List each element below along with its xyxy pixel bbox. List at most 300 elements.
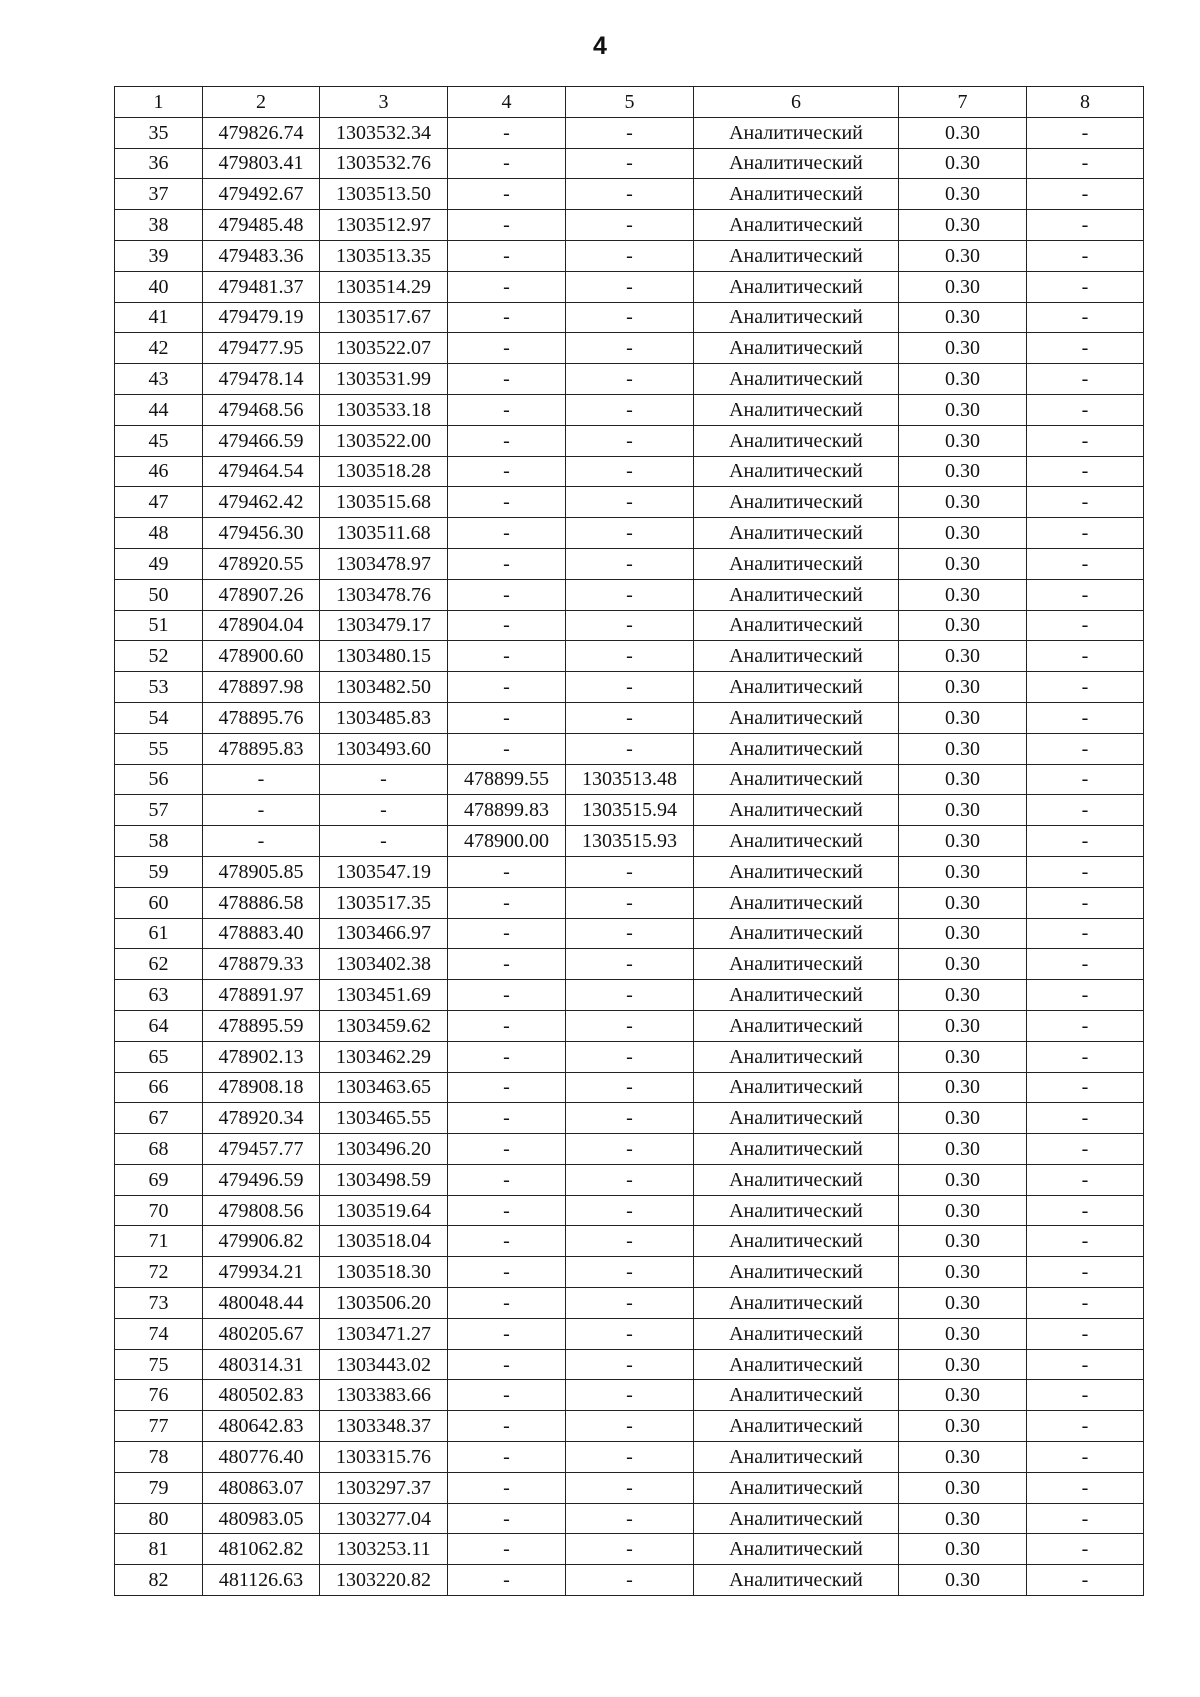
point-number-cell: 53 <box>115 672 203 703</box>
note-cell: - <box>1027 856 1144 887</box>
table-row <box>115 1442 1144 1473</box>
note-cell: - <box>1027 1318 1144 1349</box>
y-coordinate-cell: 1303515.68 <box>320 487 448 518</box>
x-coordinate-cell: 479481.37 <box>203 271 320 302</box>
page-number: 4 <box>593 32 607 60</box>
y-coordinate-alt-cell: - <box>566 1503 694 1534</box>
note-cell: - <box>1027 210 1144 241</box>
y-coordinate-cell: 1303462.29 <box>320 1041 448 1072</box>
column-header: 1 <box>115 87 203 118</box>
note-cell: - <box>1027 1134 1144 1165</box>
note-cell: - <box>1027 1072 1144 1103</box>
x-coordinate-cell: 478891.97 <box>203 980 320 1011</box>
note-cell: - <box>1027 1380 1144 1411</box>
point-number-cell: 63 <box>115 980 203 1011</box>
x-coordinate-cell: 479803.41 <box>203 148 320 179</box>
note-cell: - <box>1027 1010 1144 1041</box>
note-cell: - <box>1027 610 1144 641</box>
y-coordinate-cell: 1303463.65 <box>320 1072 448 1103</box>
method-cell: Аналитический <box>694 1103 899 1134</box>
note-cell: - <box>1027 1226 1144 1257</box>
y-coordinate-alt-cell: - <box>566 240 694 271</box>
note-cell: - <box>1027 179 1144 210</box>
x-coordinate-alt-cell: - <box>448 518 566 549</box>
accuracy-cell: 0.30 <box>899 548 1027 579</box>
x-coordinate-alt-cell: - <box>448 302 566 333</box>
table-row <box>115 1072 1144 1103</box>
point-number-cell: 59 <box>115 856 203 887</box>
x-coordinate-alt-cell: - <box>448 949 566 980</box>
accuracy-cell: 0.30 <box>899 271 1027 302</box>
method-cell: Аналитический <box>694 487 899 518</box>
point-number-cell: 60 <box>115 887 203 918</box>
table-row <box>115 518 1144 549</box>
point-number-cell: 38 <box>115 210 203 241</box>
accuracy-cell: 0.30 <box>899 1103 1027 1134</box>
note-cell: - <box>1027 733 1144 764</box>
method-cell: Аналитический <box>694 1411 899 1442</box>
method-cell: Аналитический <box>694 1257 899 1288</box>
x-coordinate-alt-cell: - <box>448 425 566 456</box>
table-row <box>115 1257 1144 1288</box>
y-coordinate-alt-cell: - <box>566 1164 694 1195</box>
note-cell: - <box>1027 1288 1144 1319</box>
y-coordinate-alt-cell: - <box>566 302 694 333</box>
point-number-cell: 55 <box>115 733 203 764</box>
point-number-cell: 40 <box>115 271 203 302</box>
accuracy-cell: 0.30 <box>899 1318 1027 1349</box>
y-coordinate-alt-cell: - <box>566 179 694 210</box>
x-coordinate-cell: - <box>203 826 320 857</box>
x-coordinate-cell: 478883.40 <box>203 918 320 949</box>
point-number-cell: 66 <box>115 1072 203 1103</box>
note-cell: - <box>1027 117 1144 148</box>
x-coordinate-cell: 479466.59 <box>203 425 320 456</box>
table-row <box>115 1411 1144 1442</box>
y-coordinate-cell: 1303493.60 <box>320 733 448 764</box>
point-number-cell: 61 <box>115 918 203 949</box>
method-cell: Аналитический <box>694 918 899 949</box>
table-row <box>115 949 1144 980</box>
note-cell: - <box>1027 1442 1144 1473</box>
table-row <box>115 733 1144 764</box>
note-cell: - <box>1027 364 1144 395</box>
table-row <box>115 610 1144 641</box>
y-coordinate-alt-cell: - <box>566 1442 694 1473</box>
table-row <box>115 425 1144 456</box>
note-cell: - <box>1027 1534 1144 1565</box>
x-coordinate-cell: 479477.95 <box>203 333 320 364</box>
accuracy-cell: 0.30 <box>899 425 1027 456</box>
x-coordinate-cell: 479485.48 <box>203 210 320 241</box>
table-row <box>115 918 1144 949</box>
method-cell: Аналитический <box>694 302 899 333</box>
table-row <box>115 641 1144 672</box>
method-cell: Аналитический <box>694 1534 899 1565</box>
point-number-cell: 77 <box>115 1411 203 1442</box>
y-coordinate-alt-cell: - <box>566 425 694 456</box>
table-row <box>115 1472 1144 1503</box>
method-cell: Аналитический <box>694 1318 899 1349</box>
table-row <box>115 1565 1144 1596</box>
accuracy-cell: 0.30 <box>899 148 1027 179</box>
x-coordinate-cell: 479492.67 <box>203 179 320 210</box>
y-coordinate-alt-cell: - <box>566 210 694 241</box>
table-row <box>115 240 1144 271</box>
table-row <box>115 579 1144 610</box>
column-header: 8 <box>1027 87 1144 118</box>
table-row <box>115 764 1144 795</box>
note-cell: - <box>1027 394 1144 425</box>
method-cell: Аналитический <box>694 641 899 672</box>
x-coordinate-alt-cell: - <box>448 394 566 425</box>
x-coordinate-cell: 479483.36 <box>203 240 320 271</box>
x-coordinate-alt-cell: - <box>448 1164 566 1195</box>
x-coordinate-alt-cell: - <box>448 1380 566 1411</box>
method-cell: Аналитический <box>694 425 899 456</box>
x-coordinate-alt-cell: - <box>448 1472 566 1503</box>
x-coordinate-cell: 481062.82 <box>203 1534 320 1565</box>
x-coordinate-alt-cell: - <box>448 179 566 210</box>
accuracy-cell: 0.30 <box>899 702 1027 733</box>
accuracy-cell: 0.30 <box>899 733 1027 764</box>
y-coordinate-cell: 1303478.97 <box>320 548 448 579</box>
y-coordinate-alt-cell: - <box>566 918 694 949</box>
table-header-row <box>115 87 1144 118</box>
method-cell: Аналитический <box>694 271 899 302</box>
accuracy-cell: 0.30 <box>899 1411 1027 1442</box>
y-coordinate-alt-cell: - <box>566 117 694 148</box>
accuracy-cell: 0.30 <box>899 364 1027 395</box>
y-coordinate-cell: 1303518.28 <box>320 456 448 487</box>
method-cell: Аналитический <box>694 117 899 148</box>
x-coordinate-alt-cell: - <box>448 271 566 302</box>
accuracy-cell: 0.30 <box>899 394 1027 425</box>
x-coordinate-alt-cell: - <box>448 1257 566 1288</box>
y-coordinate-alt-cell: - <box>566 1411 694 1442</box>
y-coordinate-alt-cell: - <box>566 1534 694 1565</box>
x-coordinate-alt-cell: - <box>448 487 566 518</box>
x-coordinate-alt-cell: 478899.55 <box>448 764 566 795</box>
y-coordinate-cell: 1303465.55 <box>320 1103 448 1134</box>
y-coordinate-cell: 1303498.59 <box>320 1164 448 1195</box>
table-row <box>115 179 1144 210</box>
method-cell: Аналитический <box>694 1380 899 1411</box>
accuracy-cell: 0.30 <box>899 333 1027 364</box>
x-coordinate-cell: 479457.77 <box>203 1134 320 1165</box>
y-coordinate-alt-cell: - <box>566 1380 694 1411</box>
note-cell: - <box>1027 1472 1144 1503</box>
method-cell: Аналитический <box>694 1349 899 1380</box>
point-number-cell: 54 <box>115 702 203 733</box>
point-number-cell: 50 <box>115 579 203 610</box>
x-coordinate-alt-cell: - <box>448 1134 566 1165</box>
x-coordinate-alt-cell: - <box>448 1534 566 1565</box>
method-cell: Аналитический <box>694 1288 899 1319</box>
accuracy-cell: 0.30 <box>899 949 1027 980</box>
note-cell: - <box>1027 548 1144 579</box>
y-coordinate-cell: 1303531.99 <box>320 364 448 395</box>
note-cell: - <box>1027 1041 1144 1072</box>
x-coordinate-cell: 480048.44 <box>203 1288 320 1319</box>
method-cell: Аналитический <box>694 1503 899 1534</box>
note-cell: - <box>1027 1565 1144 1596</box>
y-coordinate-cell: 1303522.00 <box>320 425 448 456</box>
x-coordinate-alt-cell: - <box>448 117 566 148</box>
x-coordinate-alt-cell: - <box>448 1288 566 1319</box>
table-row <box>115 1134 1144 1165</box>
note-cell: - <box>1027 826 1144 857</box>
x-coordinate-cell: 478879.33 <box>203 949 320 980</box>
table-row <box>115 364 1144 395</box>
y-coordinate-alt-cell: - <box>566 610 694 641</box>
accuracy-cell: 0.30 <box>899 887 1027 918</box>
x-coordinate-alt-cell: - <box>448 1103 566 1134</box>
point-number-cell: 62 <box>115 949 203 980</box>
y-coordinate-cell: 1303522.07 <box>320 333 448 364</box>
accuracy-cell: 0.30 <box>899 1472 1027 1503</box>
y-coordinate-alt-cell: - <box>566 641 694 672</box>
note-cell: - <box>1027 887 1144 918</box>
x-coordinate-alt-cell: - <box>448 672 566 703</box>
accuracy-cell: 0.30 <box>899 795 1027 826</box>
table-row <box>115 1380 1144 1411</box>
method-cell: Аналитический <box>694 518 899 549</box>
x-coordinate-cell: 478920.34 <box>203 1103 320 1134</box>
note-cell: - <box>1027 1503 1144 1534</box>
x-coordinate-alt-cell: - <box>448 980 566 1011</box>
x-coordinate-alt-cell: - <box>448 1442 566 1473</box>
x-coordinate-cell: 480314.31 <box>203 1349 320 1380</box>
y-coordinate-alt-cell: - <box>566 394 694 425</box>
table-row <box>115 795 1144 826</box>
note-cell: - <box>1027 518 1144 549</box>
accuracy-cell: 0.30 <box>899 1226 1027 1257</box>
table-row <box>115 148 1144 179</box>
table-row <box>115 1226 1144 1257</box>
method-cell: Аналитический <box>694 579 899 610</box>
y-coordinate-alt-cell: - <box>566 271 694 302</box>
method-cell: Аналитический <box>694 764 899 795</box>
accuracy-cell: 0.30 <box>899 980 1027 1011</box>
accuracy-cell: 0.30 <box>899 117 1027 148</box>
x-coordinate-alt-cell: - <box>448 1226 566 1257</box>
note-cell: - <box>1027 1164 1144 1195</box>
y-coordinate-cell: 1303383.66 <box>320 1380 448 1411</box>
point-number-cell: 44 <box>115 394 203 425</box>
accuracy-cell: 0.30 <box>899 610 1027 641</box>
table-row <box>115 672 1144 703</box>
note-cell: - <box>1027 271 1144 302</box>
accuracy-cell: 0.30 <box>899 641 1027 672</box>
point-number-cell: 65 <box>115 1041 203 1072</box>
x-coordinate-cell: 479906.82 <box>203 1226 320 1257</box>
y-coordinate-cell: 1303533.18 <box>320 394 448 425</box>
x-coordinate-alt-cell: - <box>448 456 566 487</box>
method-cell: Аналитический <box>694 1195 899 1226</box>
note-cell: - <box>1027 579 1144 610</box>
point-number-cell: 80 <box>115 1503 203 1534</box>
y-coordinate-cell: 1303482.50 <box>320 672 448 703</box>
x-coordinate-alt-cell: - <box>448 148 566 179</box>
table-row <box>115 487 1144 518</box>
method-cell: Аналитический <box>694 548 899 579</box>
x-coordinate-cell: 479456.30 <box>203 518 320 549</box>
note-cell: - <box>1027 1349 1144 1380</box>
x-coordinate-alt-cell: - <box>448 1318 566 1349</box>
x-coordinate-cell: 480983.05 <box>203 1503 320 1534</box>
method-cell: Аналитический <box>694 1442 899 1473</box>
y-coordinate-alt-cell: - <box>566 487 694 518</box>
x-coordinate-alt-cell: 478900.00 <box>448 826 566 857</box>
y-coordinate-cell: 1303471.27 <box>320 1318 448 1349</box>
point-number-cell: 67 <box>115 1103 203 1134</box>
y-coordinate-cell: - <box>320 826 448 857</box>
x-coordinate-cell: 478920.55 <box>203 548 320 579</box>
y-coordinate-cell: 1303518.30 <box>320 1257 448 1288</box>
method-cell: Аналитический <box>694 364 899 395</box>
x-coordinate-alt-cell: - <box>448 1072 566 1103</box>
column-header: 7 <box>899 87 1027 118</box>
y-coordinate-alt-cell: 1303515.94 <box>566 795 694 826</box>
note-cell: - <box>1027 980 1144 1011</box>
point-number-cell: 39 <box>115 240 203 271</box>
x-coordinate-cell: 478902.13 <box>203 1041 320 1072</box>
point-number-cell: 42 <box>115 333 203 364</box>
y-coordinate-alt-cell: - <box>566 548 694 579</box>
accuracy-cell: 0.30 <box>899 579 1027 610</box>
x-coordinate-alt-cell: - <box>448 1565 566 1596</box>
x-coordinate-alt-cell: - <box>448 333 566 364</box>
x-coordinate-alt-cell: - <box>448 1349 566 1380</box>
table-row <box>115 1010 1144 1041</box>
x-coordinate-alt-cell: - <box>448 1010 566 1041</box>
x-coordinate-alt-cell: - <box>448 856 566 887</box>
y-coordinate-cell: 1303485.83 <box>320 702 448 733</box>
method-cell: Аналитический <box>694 1565 899 1596</box>
y-coordinate-cell: - <box>320 795 448 826</box>
method-cell: Аналитический <box>694 1041 899 1072</box>
point-number-cell: 78 <box>115 1442 203 1473</box>
accuracy-cell: 0.30 <box>899 764 1027 795</box>
x-coordinate-cell: 479826.74 <box>203 117 320 148</box>
accuracy-cell: 0.30 <box>899 1164 1027 1195</box>
y-coordinate-alt-cell: - <box>566 456 694 487</box>
method-cell: Аналитический <box>694 456 899 487</box>
accuracy-cell: 0.30 <box>899 1041 1027 1072</box>
accuracy-cell: 0.30 <box>899 1565 1027 1596</box>
y-coordinate-cell: 1303466.97 <box>320 918 448 949</box>
y-coordinate-cell: 1303220.82 <box>320 1565 448 1596</box>
accuracy-cell: 0.30 <box>899 826 1027 857</box>
method-cell: Аналитический <box>694 980 899 1011</box>
method-cell: Аналитический <box>694 148 899 179</box>
method-cell: Аналитический <box>694 1226 899 1257</box>
y-coordinate-cell: 1303496.20 <box>320 1134 448 1165</box>
table-row <box>115 702 1144 733</box>
point-number-cell: 72 <box>115 1257 203 1288</box>
accuracy-cell: 0.30 <box>899 302 1027 333</box>
y-coordinate-cell: - <box>320 764 448 795</box>
column-header: 5 <box>566 87 694 118</box>
x-coordinate-cell: 480776.40 <box>203 1442 320 1473</box>
method-cell: Аналитический <box>694 333 899 364</box>
point-number-cell: 41 <box>115 302 203 333</box>
y-coordinate-cell: 1303547.19 <box>320 856 448 887</box>
x-coordinate-alt-cell: - <box>448 918 566 949</box>
x-coordinate-alt-cell: - <box>448 1195 566 1226</box>
y-coordinate-alt-cell: - <box>566 1103 694 1134</box>
y-coordinate-cell: 1303479.17 <box>320 610 448 641</box>
point-number-cell: 69 <box>115 1164 203 1195</box>
x-coordinate-alt-cell: - <box>448 548 566 579</box>
method-cell: Аналитический <box>694 610 899 641</box>
column-header: 2 <box>203 87 320 118</box>
method-cell: Аналитический <box>694 856 899 887</box>
y-coordinate-cell: 1303478.76 <box>320 579 448 610</box>
method-cell: Аналитический <box>694 702 899 733</box>
note-cell: - <box>1027 918 1144 949</box>
accuracy-cell: 0.30 <box>899 1195 1027 1226</box>
table-body <box>115 117 1144 1595</box>
accuracy-cell: 0.30 <box>899 456 1027 487</box>
x-coordinate-cell: - <box>203 795 320 826</box>
accuracy-cell: 0.30 <box>899 1072 1027 1103</box>
point-number-cell: 64 <box>115 1010 203 1041</box>
table-row <box>115 548 1144 579</box>
x-coordinate-cell: 479479.19 <box>203 302 320 333</box>
method-cell: Аналитический <box>694 795 899 826</box>
y-coordinate-alt-cell: - <box>566 733 694 764</box>
point-number-cell: 57 <box>115 795 203 826</box>
accuracy-cell: 0.30 <box>899 210 1027 241</box>
table-row <box>115 271 1144 302</box>
accuracy-cell: 0.30 <box>899 672 1027 703</box>
x-coordinate-cell: 479934.21 <box>203 1257 320 1288</box>
x-coordinate-cell: 479496.59 <box>203 1164 320 1195</box>
y-coordinate-cell: 1303443.02 <box>320 1349 448 1380</box>
column-header: 4 <box>448 87 566 118</box>
y-coordinate-cell: 1303315.76 <box>320 1442 448 1473</box>
x-coordinate-cell: 478900.60 <box>203 641 320 672</box>
method-cell: Аналитический <box>694 672 899 703</box>
x-coordinate-cell: 478907.26 <box>203 579 320 610</box>
point-number-cell: 37 <box>115 179 203 210</box>
table-row <box>115 1503 1144 1534</box>
y-coordinate-alt-cell: - <box>566 1134 694 1165</box>
point-number-cell: 51 <box>115 610 203 641</box>
x-coordinate-alt-cell: - <box>448 210 566 241</box>
accuracy-cell: 0.30 <box>899 1134 1027 1165</box>
y-coordinate-cell: 1303506.20 <box>320 1288 448 1319</box>
method-cell: Аналитический <box>694 826 899 857</box>
point-number-cell: 46 <box>115 456 203 487</box>
accuracy-cell: 0.30 <box>899 487 1027 518</box>
x-coordinate-cell: 478895.83 <box>203 733 320 764</box>
accuracy-cell: 0.30 <box>899 1349 1027 1380</box>
y-coordinate-cell: 1303513.50 <box>320 179 448 210</box>
x-coordinate-alt-cell: - <box>448 579 566 610</box>
x-coordinate-cell: 479808.56 <box>203 1195 320 1226</box>
x-coordinate-cell: 478895.59 <box>203 1010 320 1041</box>
point-number-cell: 35 <box>115 117 203 148</box>
point-number-cell: 73 <box>115 1288 203 1319</box>
point-number-cell: 75 <box>115 1349 203 1380</box>
x-coordinate-cell: 479462.42 <box>203 487 320 518</box>
x-coordinate-cell: 479468.56 <box>203 394 320 425</box>
note-cell: - <box>1027 641 1144 672</box>
table-row <box>115 1534 1144 1565</box>
